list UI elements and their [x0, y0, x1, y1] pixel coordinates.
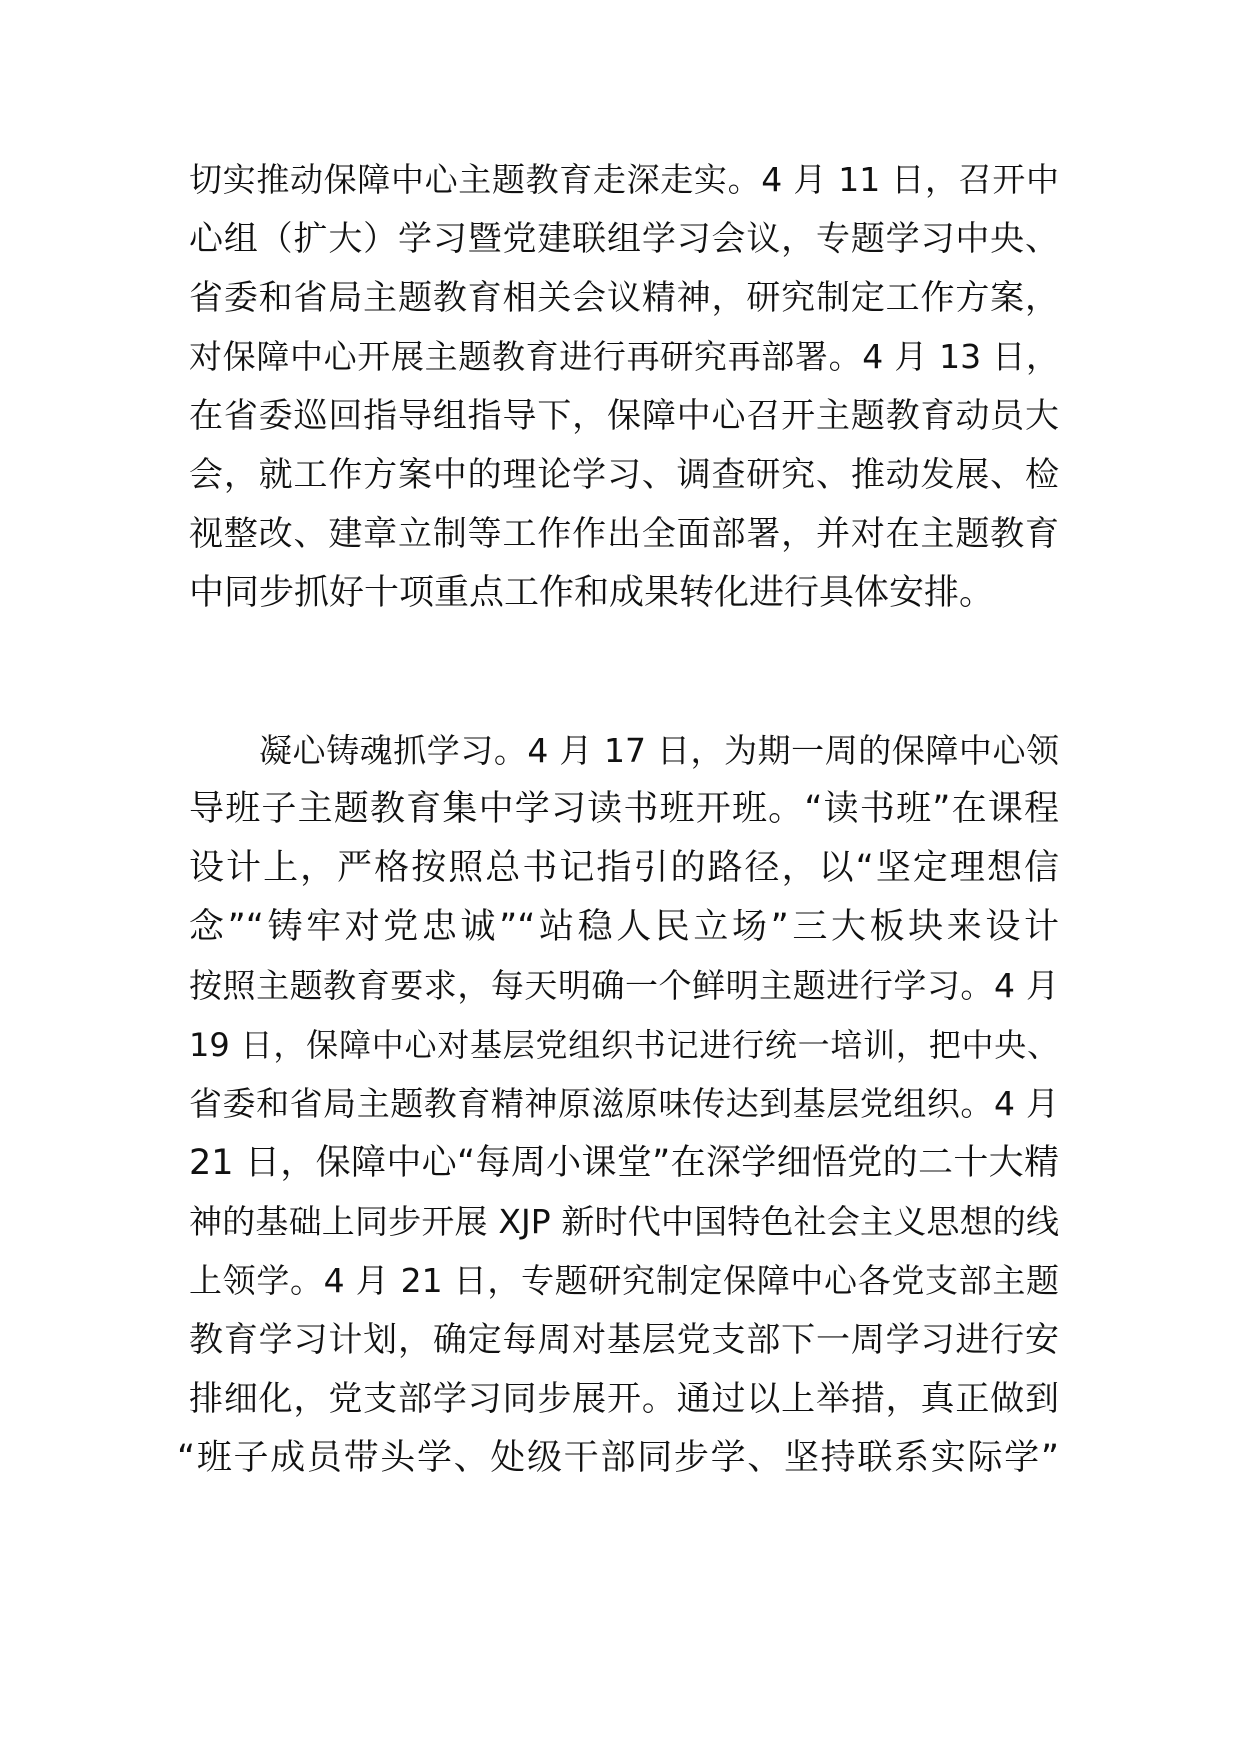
- paragraph-line: 按照主题教育要求，每天明确一个鲜明主题进行学习。4 月: [189, 966, 1059, 1005]
- paragraph-line: 导班子主题教育集中学习读书班开班。“读书班”在课程: [189, 789, 1059, 829]
- paragraph-line: 视整改、建章立制等工作作出全面部署，并对在主题教育: [189, 514, 1059, 554]
- paragraph-line: 上领学。4 月 21 日，专题研究制定保障中心各党支部主题: [189, 1261, 1059, 1300]
- paragraph-line: 凝心铸魂抓学习。4 月 17 日，为期一周的保障中心领: [259, 731, 1059, 770]
- paragraph-line: 19 日，保障中心对基层党组织书记进行统一培训，把中央、: [189, 1026, 1059, 1064]
- paragraph-line: 省委和省局主题教育相关会议精神，研究制定工作方案，: [189, 278, 1059, 318]
- paragraph-line: 切实推动保障中心主题教育走深走实。4 月 11 日，召开中: [189, 160, 1059, 199]
- paragraph-line: 设计上，严格按照总书记指引的路径，以“坚定理想信: [189, 848, 1059, 888]
- paragraph-line: 排细化，党支部学习同步展开。通过以上举措，真正做到: [189, 1379, 1059, 1419]
- paragraph-line: 会，就工作方案中的理论学习、调查研究、推动发展、检: [189, 455, 1059, 495]
- paragraph-line: 省委和省局主题教育精神原滋原味传达到基层党组织。4 月: [189, 1084, 1059, 1123]
- paragraph-line: 中同步抓好十项重点工作和成果转化进行具体安排。: [189, 573, 995, 613]
- paragraph-line: 念”“铸牢对党忠诚”“站稳人民立场”三大板块来设计: [189, 907, 1059, 947]
- paragraph-line: 教育学习计划，确定每周对基层党支部下一周学习进行安: [189, 1320, 1059, 1360]
- paragraph-line: “班子成员带头学、处级干部同步学、坚持联系实际学”: [177, 1438, 1059, 1478]
- paragraph-line: 对保障中心开展主题教育进行再研究再部署。4 月 13 日，: [189, 337, 1059, 376]
- paragraph-line: 神的基础上同步开展 XJP 新时代中国特色社会主义思想的线: [189, 1202, 1059, 1241]
- paragraph-line: 心组（扩大）学习暨党建联组学习会议，专题学习中央、: [189, 219, 1059, 259]
- paragraph-line: 21 日，保障中心“每周小课堂”在深学细悟党的二十大精: [189, 1143, 1059, 1183]
- paragraph-line: 在省委巡回指导组指导下，保障中心召开主题教育动员大: [189, 396, 1059, 436]
